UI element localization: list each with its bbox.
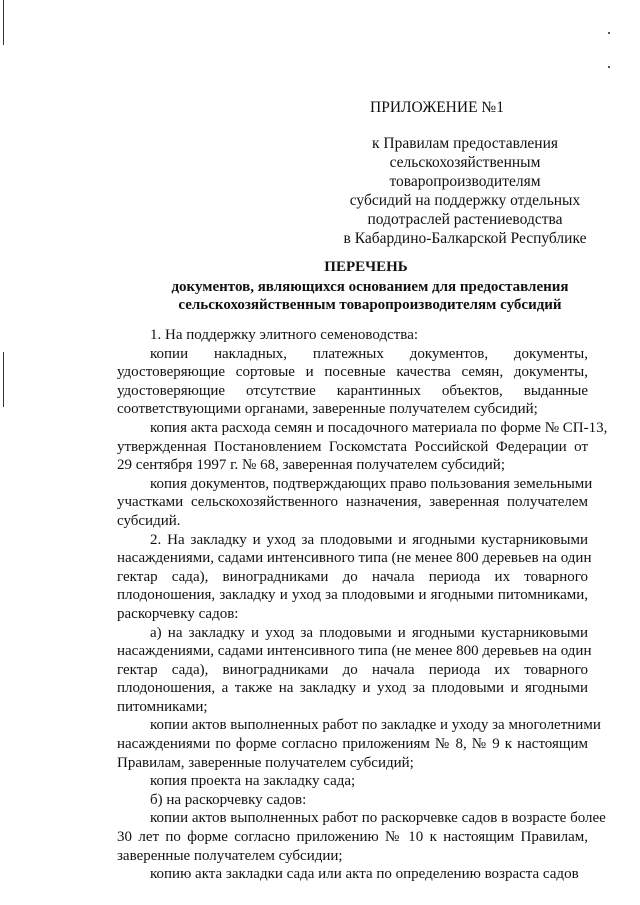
appendix-line: подотраслей растениеводства	[367, 211, 563, 228]
body-line: копия проекта на закладку сада;	[150, 773, 356, 790]
body-line: плодоношения, а также на закладку и уход за плодовыми и ягодными	[117, 680, 588, 697]
body-line: насаждениями, садами интенсивного типа (не менее 800 деревьев на один	[117, 550, 592, 567]
body-line: копии актов выполненных работ по раскорчевке садов в возрасте более	[150, 810, 606, 827]
body-line: копии актов выполненных работ по закладке и уходу за многолетними	[150, 717, 601, 734]
body-line: удостоверяющие сортовые и посевные качества семян, документы,	[117, 364, 588, 381]
appendix-line: сельскохозяйственным	[389, 154, 541, 171]
body-line: насаждениями по форме согласно приложениям № 8, № 9 к настоящим	[117, 736, 588, 753]
body-line: заверенные получателем субсидии;	[117, 847, 343, 864]
appendix-title: ПРИЛОЖЕНИЕ №1	[370, 99, 504, 116]
body-line: плодоношения, закладку и уход за плодовыми и ягодными питомниками,	[117, 587, 588, 604]
body-line: копия акта расхода семян и посадочного материала по форме № СП-13,	[150, 419, 608, 436]
document-body	[117, 326, 608, 884]
body-line: Правилам, заверенные получателем субсидий;	[117, 754, 414, 771]
body-line: насаждениями, садами интенсивного типа (не менее 800 деревьев на один	[117, 643, 592, 660]
body-line: копии накладных, платежных документов, документы,	[150, 345, 588, 362]
body-line: субсидий.	[117, 512, 181, 529]
appendix-reference	[330, 134, 600, 248]
appendix-line: товаропроизводителям	[389, 173, 541, 190]
body-line-subsection-a: а) на закладку и уход за плодовыми и ягодными кустарниковыми	[150, 624, 588, 641]
scan-edge-mark-top	[3, 0, 4, 45]
subtitle-line: документов, являющихся основанием для предоставления	[171, 279, 569, 295]
appendix-line: к Правилам предоставления	[371, 135, 559, 152]
body-line: гектар сада), виноградниками до начала периода их товарного	[117, 568, 588, 585]
body-line: копию акта закладки сада или акта по определению возраста садов	[150, 866, 579, 883]
body-line: участками сельскохозяйственного назначения, заверенная получателем	[117, 494, 588, 511]
body-line: 29 сентября 1997 г. № 68, заверенная получателем субсидий;	[117, 457, 506, 474]
body-line-subsection-b: б) на раскорчевку садов:	[150, 791, 307, 808]
body-line: питомниками;	[117, 698, 208, 715]
document-subtitle	[90, 278, 640, 314]
body-line-section-2-title: 2. На закладку и уход за плодовыми и ягодными кустарниковыми	[150, 531, 588, 548]
body-line: раскорчевку садов:	[117, 605, 239, 622]
scan-edge-mark-middle	[3, 352, 4, 407]
scan-dot-lower	[608, 66, 610, 68]
body-line: удостоверяющие отсутствие карантинных объектов, выданные	[117, 382, 588, 399]
body-line-section-1-title: 1. На поддержку элитного семеноводства:	[150, 327, 419, 343]
subtitle-line: сельскохозяйственным товаропроизводителям субсидий	[178, 297, 562, 313]
body-line: 30 лет по форме согласно приложению № 10 к настоящим Правилам,	[117, 829, 588, 846]
document-title: ПЕРЕЧЕНЬ	[324, 259, 408, 275]
body-line: гектар сада), виноградниками до начала периода их товарного	[117, 661, 588, 678]
body-line: утвержденная Постановлением Госкомстата Российской Федерации от	[117, 438, 588, 455]
body-line: копия документов, подтверждающих право пользования земельными	[150, 475, 593, 492]
appendix-line: в Кабардино-Балкарской Республике	[343, 230, 587, 247]
scan-dot-top	[608, 32, 610, 34]
body-line: соответствующими органами, заверенные получателем субсидий;	[117, 401, 538, 418]
appendix-line: субсидий на поддержку отдельных	[349, 192, 581, 209]
